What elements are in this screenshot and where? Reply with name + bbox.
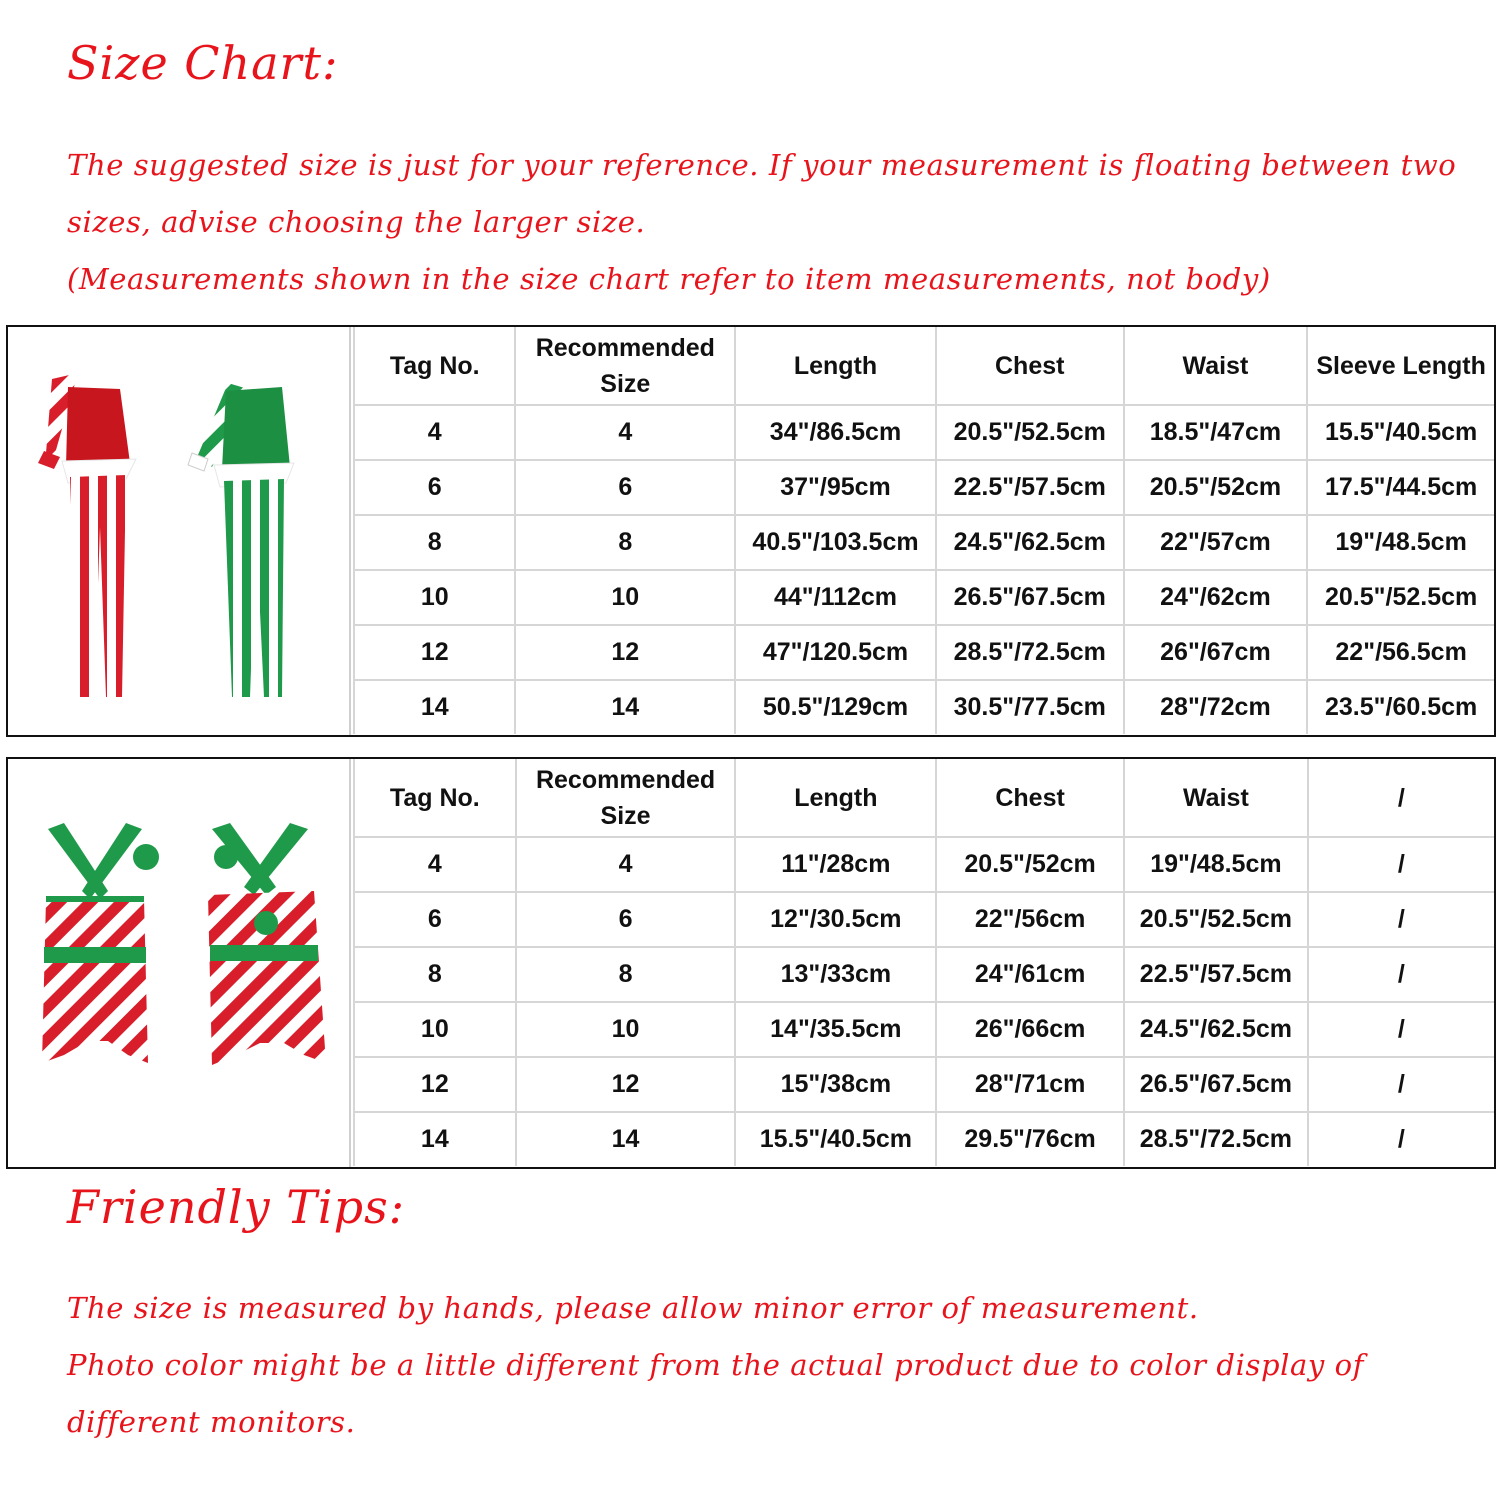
table-cell: 24"/62cm (1124, 570, 1308, 625)
table-cell: 12 (354, 625, 515, 680)
jumpsuit-photo (8, 327, 351, 735)
table-cell: 20.5"/52cm (936, 837, 1124, 892)
table-cell: / (1308, 1057, 1494, 1112)
table-cell: 20.5"/52cm (1124, 460, 1308, 515)
table-cell: 6 (516, 892, 736, 947)
table-cell: 10 (516, 1002, 736, 1057)
table-cell: 24.5"/62.5cm (936, 515, 1124, 570)
table-cell: 22.5"/57.5cm (1124, 947, 1308, 1002)
table-cell: 18.5"/47cm (1124, 405, 1308, 460)
tip-line-2: Photo color might be a little different from the actual product due to color display of (67, 1348, 1365, 1382)
table-cell: 28"/72cm (1124, 680, 1308, 734)
table-row (354, 680, 1494, 734)
table-cell: 26"/66cm (936, 1002, 1124, 1057)
table-cell: 12"/30.5cm (735, 892, 936, 947)
table-row (354, 1112, 1494, 1166)
header-waist: Waist (1124, 327, 1308, 405)
table-cell: / (1308, 947, 1494, 1002)
table-row (354, 947, 1494, 1002)
table-row (354, 570, 1494, 625)
table-row (354, 837, 1494, 892)
table-cell: 14 (354, 1112, 516, 1166)
table-cell: 4 (515, 405, 735, 460)
tip-line-1: The size is measured by hands, please allow minor error of measurement. (67, 1291, 1199, 1325)
table-cell: 15.5"/40.5cm (735, 1112, 936, 1166)
table-row (354, 405, 1494, 460)
leotard-size-block (6, 757, 1496, 1169)
table-cell: 20.5"/52.5cm (1307, 570, 1494, 625)
table-cell: 14"/35.5cm (735, 1002, 936, 1057)
table-cell: 10 (354, 1002, 516, 1057)
table-cell: 12 (354, 1057, 516, 1112)
table-cell: 4 (516, 837, 736, 892)
table-cell: 8 (354, 947, 516, 1002)
leotard-back (208, 823, 326, 1065)
friendly-tips-title: Friendly Tips: (67, 1180, 406, 1234)
red-jumpsuit (38, 373, 136, 697)
table-cell: 30.5"/77.5cm (936, 680, 1124, 734)
table-cell: 22"/56.5cm (1307, 625, 1494, 680)
green-jumpsuit (188, 383, 294, 697)
striped-jumpsuits-image (8, 327, 349, 735)
table-cell: 12 (515, 625, 735, 680)
table-row (354, 625, 1494, 680)
table-cell: 22"/56cm (936, 892, 1124, 947)
table-cell: 12 (516, 1057, 736, 1112)
jumpsuit-size-block (6, 325, 1496, 737)
header-chest: Chest (936, 759, 1124, 837)
table-cell: 14 (515, 680, 735, 734)
table-row (354, 515, 1494, 570)
table-cell: / (1308, 892, 1494, 947)
table-cell: 17.5"/44.5cm (1307, 460, 1494, 515)
table-cell: 26.5"/67.5cm (1124, 1057, 1308, 1112)
size-chart-title: Size Chart: (67, 36, 339, 90)
header-tag-no: Tag No. (354, 759, 516, 837)
table-cell: 26"/67cm (1124, 625, 1308, 680)
table-cell: 40.5"/103.5cm (735, 515, 936, 570)
table-cell: 13"/33cm (735, 947, 936, 1002)
table-cell: 20.5"/52.5cm (936, 405, 1124, 460)
table-cell: 19"/48.5cm (1307, 515, 1494, 570)
table-header-row (354, 327, 1494, 405)
table-cell: 15.5"/40.5cm (1307, 405, 1494, 460)
table-cell: 34"/86.5cm (735, 405, 936, 460)
table-cell: 28.5"/72.5cm (936, 625, 1124, 680)
jumpsuit-size-table (353, 327, 1494, 734)
table-cell: / (1308, 1112, 1494, 1166)
table-cell: 8 (515, 515, 735, 570)
table-cell: 23.5"/60.5cm (1307, 680, 1494, 734)
table-cell: 22.5"/57.5cm (936, 460, 1124, 515)
table-cell: 24"/61cm (936, 947, 1124, 1002)
table-cell: 20.5"/52.5cm (1124, 892, 1308, 947)
table-row (354, 1002, 1494, 1057)
table-cell: 37"/95cm (735, 460, 936, 515)
header-tag-no: Tag No. (354, 327, 515, 405)
table-cell: 50.5"/129cm (735, 680, 936, 734)
header-sleeve-length: Sleeve Length (1307, 327, 1494, 405)
header-recommended-size: Recommended Size (515, 327, 735, 405)
header-recommended-size: Recommended Size (516, 759, 736, 837)
table-row (354, 1057, 1494, 1112)
table-cell: 6 (515, 460, 735, 515)
header-empty-slash: / (1308, 759, 1494, 837)
table-cell: 22"/57cm (1124, 515, 1308, 570)
header-length: Length (735, 327, 936, 405)
table-cell: 10 (354, 570, 515, 625)
header-length: Length (735, 759, 936, 837)
leotard-size-table (353, 759, 1494, 1166)
table-cell: 15"/38cm (735, 1057, 936, 1112)
table-row (354, 460, 1494, 515)
table-cell: 8 (354, 515, 515, 570)
header-waist: Waist (1124, 759, 1308, 837)
table-cell: 44"/112cm (735, 570, 936, 625)
table-cell: 14 (354, 680, 515, 734)
table-cell: 29.5"/76cm (936, 1112, 1124, 1166)
table-cell: 11"/28cm (735, 837, 936, 892)
table-cell: 14 (516, 1112, 736, 1166)
candy-stripe-leotards-image (8, 759, 349, 1167)
leotard-photo (8, 759, 351, 1167)
table-row (354, 892, 1494, 947)
reference-note-line-2: sizes, advise choosing the larger size. (67, 205, 646, 239)
table-cell: 8 (516, 947, 736, 1002)
table-cell: 4 (354, 837, 516, 892)
table-cell: 6 (354, 460, 515, 515)
leotard-front (42, 823, 159, 1063)
reference-note-line-1: The suggested size is just for your reference. If your measurement is floating between two (67, 148, 1457, 182)
table-cell: 6 (354, 892, 516, 947)
table-cell: 19"/48.5cm (1124, 837, 1308, 892)
table-cell: 28.5"/72.5cm (1124, 1112, 1308, 1166)
table-header-row (354, 759, 1494, 837)
table-cell: 10 (515, 570, 735, 625)
table-cell: / (1308, 1002, 1494, 1057)
table-cell: 4 (354, 405, 515, 460)
table-cell: 26.5"/67.5cm (936, 570, 1124, 625)
table-cell: 28"/71cm (936, 1057, 1124, 1112)
header-chest: Chest (936, 327, 1124, 405)
table-cell: / (1308, 837, 1494, 892)
table-cell: 47"/120.5cm (735, 625, 936, 680)
measurement-note: (Measurements shown in the size chart refer to item measurements, not body) (67, 262, 1271, 296)
table-cell: 24.5"/62.5cm (1124, 1002, 1308, 1057)
tip-line-3: different monitors. (67, 1405, 356, 1439)
